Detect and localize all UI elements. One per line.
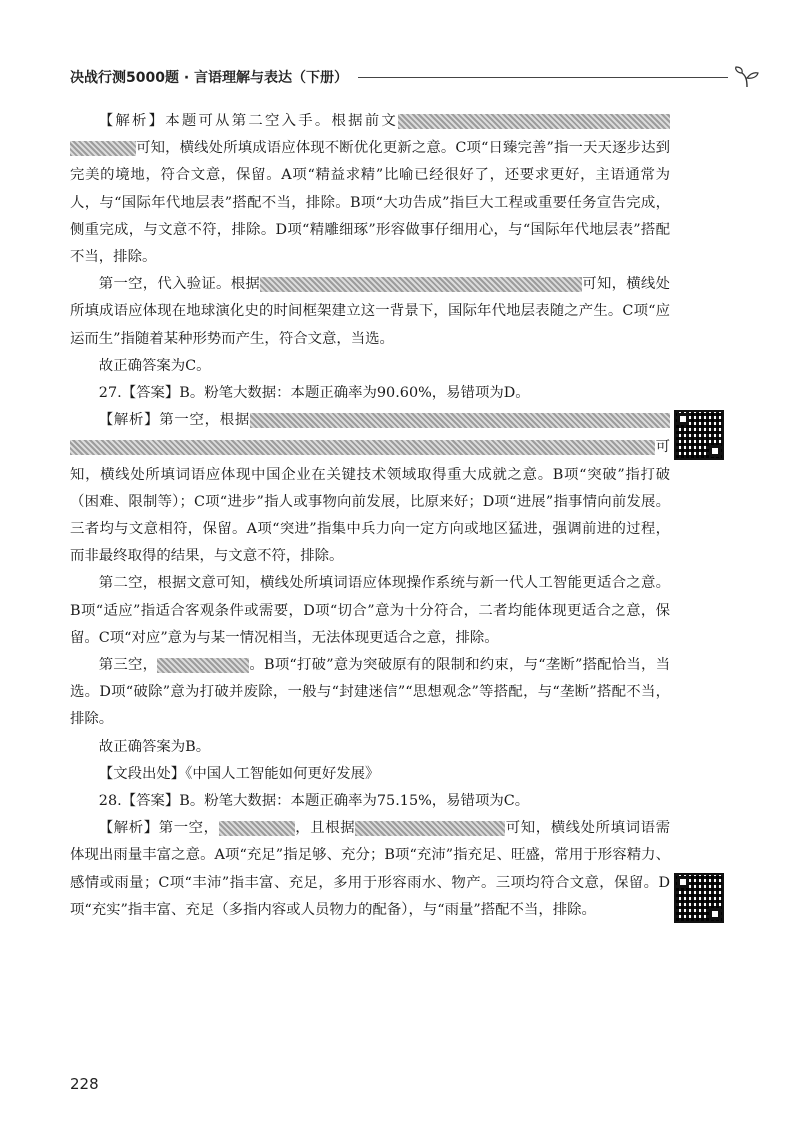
answer-26: 故正确答案为C。 (98, 357, 211, 374)
source-27: 【文段出处】《中国人工智能如何更好发展》 (98, 765, 380, 782)
redacted-text (70, 440, 655, 455)
text-segment: 第一空，代入验证。根据 (98, 276, 261, 293)
text-segment: 【解析】第一空， (98, 820, 219, 837)
text-segment: ，且根据 (294, 820, 356, 837)
analysis-26-first-blank (70, 271, 670, 353)
text-segment: 【解析】第一空，根据 (98, 412, 250, 429)
analysis-28-first-blank (70, 815, 670, 924)
analysis-26-paragraph (70, 108, 670, 271)
redacted-text (355, 821, 505, 836)
redacted-text (398, 114, 670, 129)
text-segment: 可知，横线处所填词语需体现出雨量丰富之意。A项“充足”指足够、充分；B项“充沛”指充足、旺盛，常用于形容精力、感情或雨量；C项“丰沛”指丰富、充足，多用于形容雨水、物产。三项均符合文意，保留。D项“充实”指丰富、充足（多指内容或人员物力的配备），与“雨量”搭配不当，排除。 (70, 820, 670, 918)
text-segment: 。B项“打破”意为突破原有的限制和约束，与“垄断”搭配恰当，当选。D项“破除”意为打破并废除，一般与“封建迷信”“思想观念”等搭配，与“垄断”搭配不当，排除。 (70, 657, 670, 728)
analysis-27-first-blank (70, 407, 670, 570)
text-segment: 可知，横线处所填词语应体现中国企业在关键技术领域取得重大成就之意。B项“突破”指打破（困难、限制等）；C项“进步”指人或事物向前发展，比原来好；D项“进展”指事情向前发展。三者均与文意相符，保留。A项“突进”指集中兵力向一定方向或地区猛进，强调前进的过程，而非最终取得的结果，与文意不符，排除。 (70, 439, 670, 565)
answer-28-header: 28.【答案】B。粉笔大数据：本题正确率为75.15%，易错项为C。 (98, 793, 530, 810)
sprout-icon (734, 66, 760, 88)
text-segment: 【解析】本题可从第二空入手。根据前文 (98, 113, 398, 129)
analysis-27-third-blank (70, 652, 670, 734)
answer-27-header: 27.【答案】B。粉笔大数据：本题正确率为90.60%，易错项为D。 (98, 385, 530, 402)
redacted-text (250, 413, 670, 428)
redacted-text (157, 658, 249, 673)
answer-explanations (70, 108, 670, 924)
text-segment: 第三空， (98, 657, 158, 674)
page-header (70, 60, 760, 94)
text-segment: 可知，横线处所填成语应体现不断优化更新之意。C项“日臻完善”指一天天逐步达到完美的境地，符合文意，保留。A项“精益求精”比喻已经很好了，还要求更好，主语通常为人，与“国际年代地层表”搭配不当，排除。B项“大功告成”指巨大工程或重要任务宣告完成，侧重完成，与文意不符，排除。D项“精雕细琢”形容做事仔细用心，与“国际年代地层表”搭配不当，排除。 (70, 140, 670, 266)
analysis-27-second-blank: 第二空，根据文意可知，横线处所填词语应体现操作系统与新一代人工智能更适合之意。B项“适应”指适合客观条件或需要，D项“切合”意为十分符合，二者均能体现更适合之意，保留。C项“对应”意为与某一情况相当，无法体现更适合之意，排除。 (70, 575, 670, 646)
header-rule (358, 77, 728, 78)
redacted-text (219, 821, 295, 836)
redacted-text (70, 141, 136, 156)
page-number: 228 (70, 1075, 99, 1093)
text-segment: 可知，横线处所填成语应体现在地球演化史的时间框架建立这一背景下，国际年代地层表随之产生。C项“应运而生”指随着某种形势而产生，符合文意，当选。 (70, 276, 670, 347)
redacted-text (260, 277, 582, 292)
answer-27: 故正确答案为B。 (98, 738, 211, 755)
book-title: 决战行测5000题 · 言语理解与表达（下册） (70, 70, 349, 86)
qr-code-27[interactable] (674, 410, 724, 460)
qr-code-28[interactable] (674, 873, 724, 923)
